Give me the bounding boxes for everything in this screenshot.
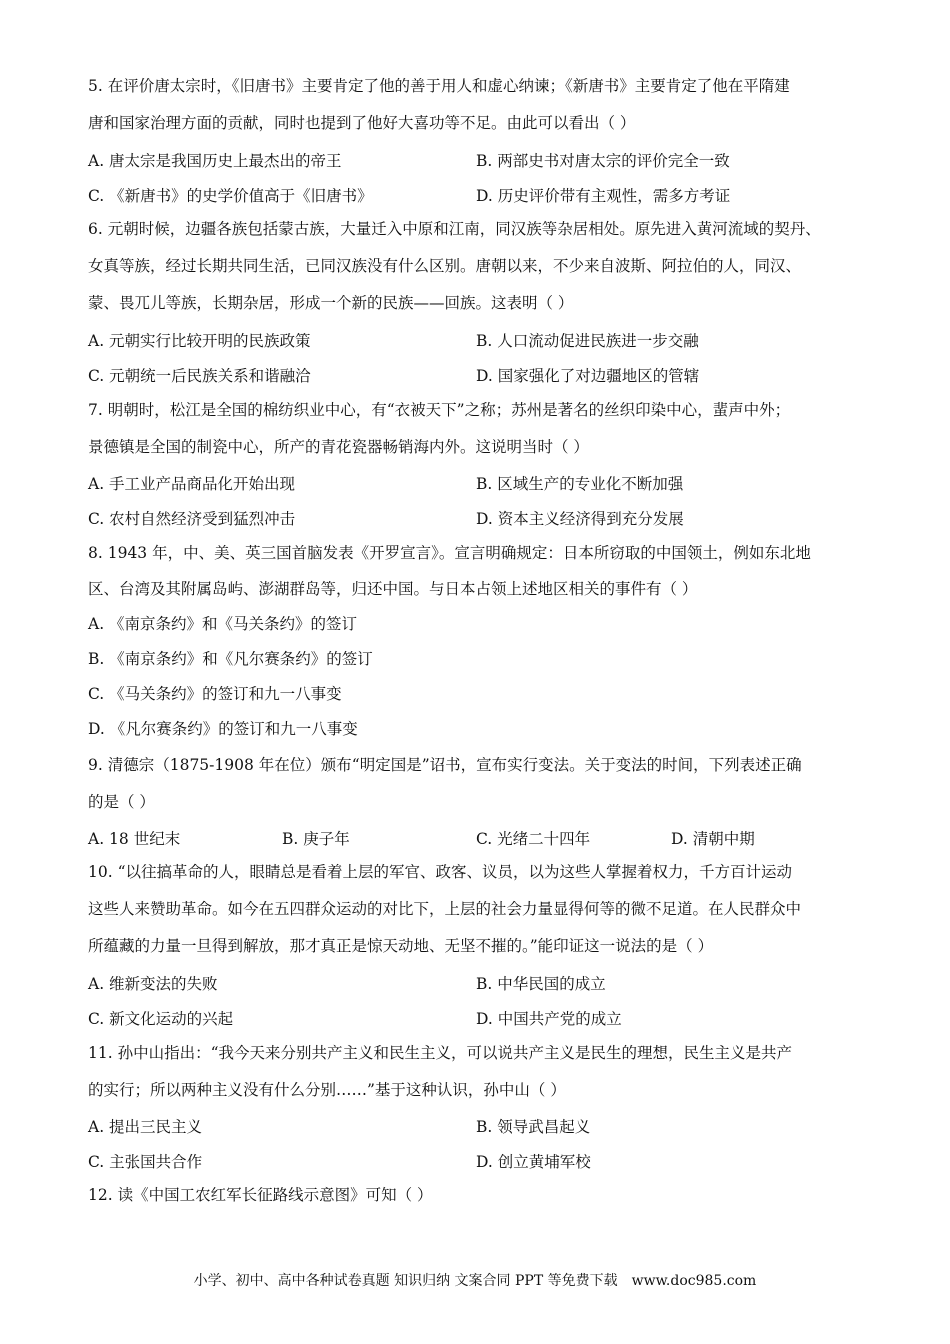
question-text: 10. “以往搞革命的人，眼睛总是看着上层的军官、政客、议员，以为这些人掌握着权力，千方百计运动 (88, 863, 793, 881)
question-text: 蒙、畏兀儿等族，长期杂居，形成一个新的民族——回族。这表明（ ） (88, 294, 574, 312)
option-a: A. 手工业产品商品化开始出现 (88, 475, 296, 493)
option-a: A. 元朝实行比较开明的民族政策 (88, 332, 311, 350)
question-text: 8. 1943 年，中、美、英三国首脑发表《开罗宣言》。宣言明确规定：日本所窃取的中国领土，例如东北地 (88, 544, 811, 562)
option-a: A. 唐太宗是我国历史上最杰出的帝王 (88, 152, 342, 170)
option-c: C. 《新唐书》的史学价值高于《旧唐书》 (88, 187, 373, 205)
question-text: 景德镇是全国的制瓷中心，所产的青花瓷器畅销海内外。这说明当时（ ） (88, 438, 589, 456)
footer-url[interactable]: www.doc985.com (631, 1273, 757, 1289)
question-text: 所蕴藏的力量一旦得到解放，那才真正是惊天动地、无坚不摧的。”能印证这一说法的是（ ） (88, 937, 714, 955)
option-row (88, 1007, 868, 1027)
option-c: C. 光绪二十四年 (476, 830, 591, 848)
option-d: D. 国家强化了对边疆地区的管辖 (476, 367, 700, 385)
option-row (88, 827, 868, 847)
option-b: B. 两部史书对唐太宗的评价完全一致 (476, 152, 730, 170)
question-text: 12. 读《中国工农红军长征路线示意图》可知（ ） (88, 1186, 433, 1204)
option-a: A. 提出三民主义 (88, 1118, 203, 1136)
option-row (88, 472, 868, 492)
option-c: C. 《马关条约》的签订和九一八事变 (88, 685, 342, 703)
question-text: 5. 在评价唐太宗时，《旧唐书》主要肯定了他的善于用人和虚心纳谏；《新唐书》主要肯定了他在平隋建 (88, 77, 790, 95)
option-d: D. 中国共产党的成立 (476, 1010, 622, 1028)
question-text: 6. 元朝时候，边疆各族包括蒙古族，大量迁入中原和江南，同汉族等杂居相处。原先进入黄河流域的契丹、 (88, 220, 821, 238)
option-row (88, 149, 868, 169)
option-d: D. 资本主义经济得到充分发展 (476, 510, 684, 528)
question-text: 7. 明朝时，松江是全国的棉纺织业中心，有“衣被天下”之称；苏州是著名的丝织印染中心，蜚声中外； (88, 401, 791, 419)
option-row (88, 507, 868, 527)
option-b: B. 《南京条约》和《凡尔赛条约》的签订 (88, 650, 373, 668)
footer-text: 小学、初中、高中各种试卷真题 知识归纳 文案合同 PPT 等免费下载 (193, 1273, 618, 1289)
option-b: B. 人口流动促进民族进一步交融 (476, 332, 699, 350)
question-text: 9. 清德宗（1875-1908 年在位）颁布“明定国是”诏书，宣布实行变法。关于变法的时间，下列表述正确 (88, 756, 802, 774)
option-row (88, 1115, 868, 1135)
page-footer (0, 1270, 950, 1290)
question-text: 唐和国家治理方面的贡献，同时也提到了他好大喜功等不足。由此可以看出（ ） (88, 114, 636, 132)
question-text: 的实行；所以两种主义没有什么分别……”基于这种认识，孙中山（ ） (88, 1081, 566, 1099)
option-b: B. 庚子年 (282, 830, 350, 848)
option-row (88, 972, 868, 992)
option-a: A. 18 世纪末 (88, 830, 181, 848)
option-row (88, 184, 868, 204)
question-text: 的是（ ） (88, 793, 155, 811)
option-a: A. 维新变法的失败 (88, 975, 218, 993)
option-row (88, 329, 868, 349)
option-c: C. 新文化运动的兴起 (88, 1010, 234, 1028)
option-b: B. 领导武昌起义 (476, 1118, 591, 1136)
option-b: B. 中华民国的成立 (476, 975, 606, 993)
option-row (88, 1150, 868, 1170)
option-b: B. 区域生产的专业化不断加强 (476, 475, 684, 493)
option-d: D. 《凡尔赛条约》的签订和九一八事变 (88, 720, 358, 738)
question-text: 11. 孙中山指出：“我今天来分别共产主义和民生主义，可以说共产主义是民生的理想，民生主义是共产 (88, 1044, 793, 1062)
option-d: D. 创立黄埔军校 (476, 1153, 591, 1171)
option-c: C. 农村自然经济受到猛烈冲击 (88, 510, 296, 528)
option-d: D. 清朝中期 (671, 830, 755, 848)
question-text: 区、台湾及其附属岛屿、澎湖群岛等，归还中国。与日本占领上述地区相关的事件有（ ） (88, 580, 698, 598)
option-c: C. 主张国共合作 (88, 1153, 203, 1171)
option-c: C. 元朝统一后民族关系和谐融洽 (88, 367, 311, 385)
option-a: A. 《南京条约》和《马关条约》的签订 (88, 615, 358, 633)
option-d: D. 历史评价带有主观性，需多方考证 (476, 187, 731, 205)
question-text: 这些人来赞助革命。如今在五四群众运动的对比下，上层的社会力量显得何等的微不足道。在人民群众中 (88, 900, 802, 918)
question-text: 女真等族，经过长期共同生活，已同汉族没有什么区别。唐朝以来，不少来自波斯、阿拉伯的人，同汉、 (88, 257, 802, 275)
option-row (88, 364, 868, 384)
